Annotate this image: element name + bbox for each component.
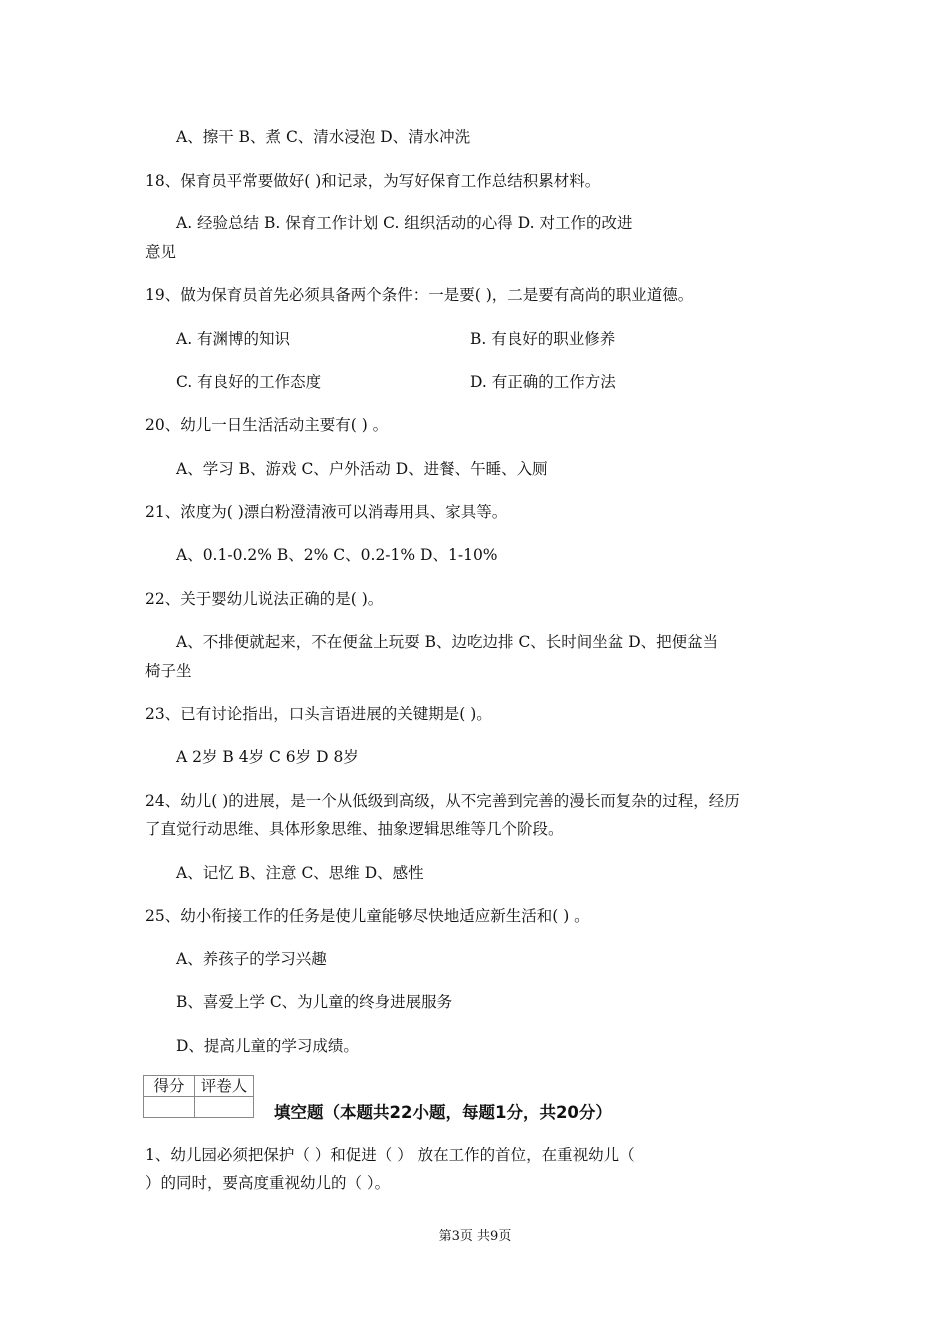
q18-options-wrap: 意见	[145, 243, 177, 261]
q25-stem: 25、幼小衔接工作的任务是使儿童能够尽快地适应新生活和( ) 。	[145, 907, 590, 925]
section-title: 填空题（本题共22小题，每题1分，共20分）	[274, 1103, 612, 1122]
q17-options: A、擦干 B、煮 C、清水浸泡 D、清水冲洗	[176, 128, 471, 146]
q19-option-b: B. 有良好的职业修养	[470, 330, 616, 348]
q20-options: A、学习 B、游戏 C、户外活动 D、进餐、午睡、入厕	[176, 460, 548, 478]
score-cell[interactable]	[144, 1097, 195, 1118]
q23-stem: 23、已有讨论指出，口头言语进展的关键期是( )。	[145, 705, 492, 723]
q19-option-c: C. 有良好的工作态度	[176, 373, 322, 391]
q20-stem: 20、幼儿一日生活活动主要有( ) 。	[145, 416, 389, 434]
q21-options: A、0.1-0.2% B、2% C、0.2-1% D、1-10%	[176, 546, 498, 564]
fill-q1-line2: ）的同时，要高度重视幼儿的（ ）。	[145, 1174, 391, 1192]
q22-options-wrap: 椅子坐	[145, 662, 192, 680]
q24-stem: 24、幼儿( )的进展，是一个从低级到高级，从不完善到完善的漫长而复杂的过程，经历	[145, 792, 740, 810]
q25-option-bc: B、喜爱上学 C、为儿童的终身进展服务	[176, 993, 453, 1011]
score-table	[143, 1075, 254, 1118]
q24-options: A、记忆 B、注意 C、思维 D、感性	[176, 864, 424, 882]
q25-option-d: D、提高儿童的学习成绩。	[176, 1037, 359, 1055]
grader-header: 评卷人	[195, 1076, 254, 1097]
q24-stem-wrap: 了直觉行动思维、具体形象思维、抽象逻辑思维等几个阶段。	[145, 820, 564, 838]
q22-stem: 22、关于婴幼儿说法正确的是( )。	[145, 590, 384, 608]
q22-options: A、不排便就起来，不在便盆上玩耍 B、边吃边排 C、长时间坐盆 D、把便盆当	[176, 633, 719, 651]
q18-stem: 18、保育员平常要做好( )和记录，为写好保育工作总结积累材料。	[145, 172, 601, 190]
grader-cell[interactable]	[195, 1097, 254, 1118]
q25-option-a: A、养孩子的学习兴趣	[176, 950, 327, 968]
score-header: 得分	[144, 1076, 195, 1097]
q19-option-d: D. 有正确的工作方法	[470, 373, 616, 391]
page-footer: 第3页 共9页	[438, 1229, 512, 1244]
q23-options: A 2岁 B 4岁 C 6岁 D 8岁	[176, 748, 359, 766]
fill-q1-line1: 1、幼儿园必须把保护（ ）和促进（ ） 放在工作的首位，在重视幼儿（	[145, 1146, 635, 1164]
q18-options: A. 经验总结 B. 保育工作计划 C. 组织活动的心得 D. 对工作的改进	[176, 214, 633, 232]
q19-stem: 19、做为保育员首先必须具备两个条件：一是要( )，二是要有高尚的职业道德。	[145, 286, 694, 304]
q21-stem: 21、浓度为( )漂白粉澄清液可以消毒用具、家具等。	[145, 503, 508, 521]
q19-option-a: A. 有渊博的知识	[176, 330, 291, 348]
